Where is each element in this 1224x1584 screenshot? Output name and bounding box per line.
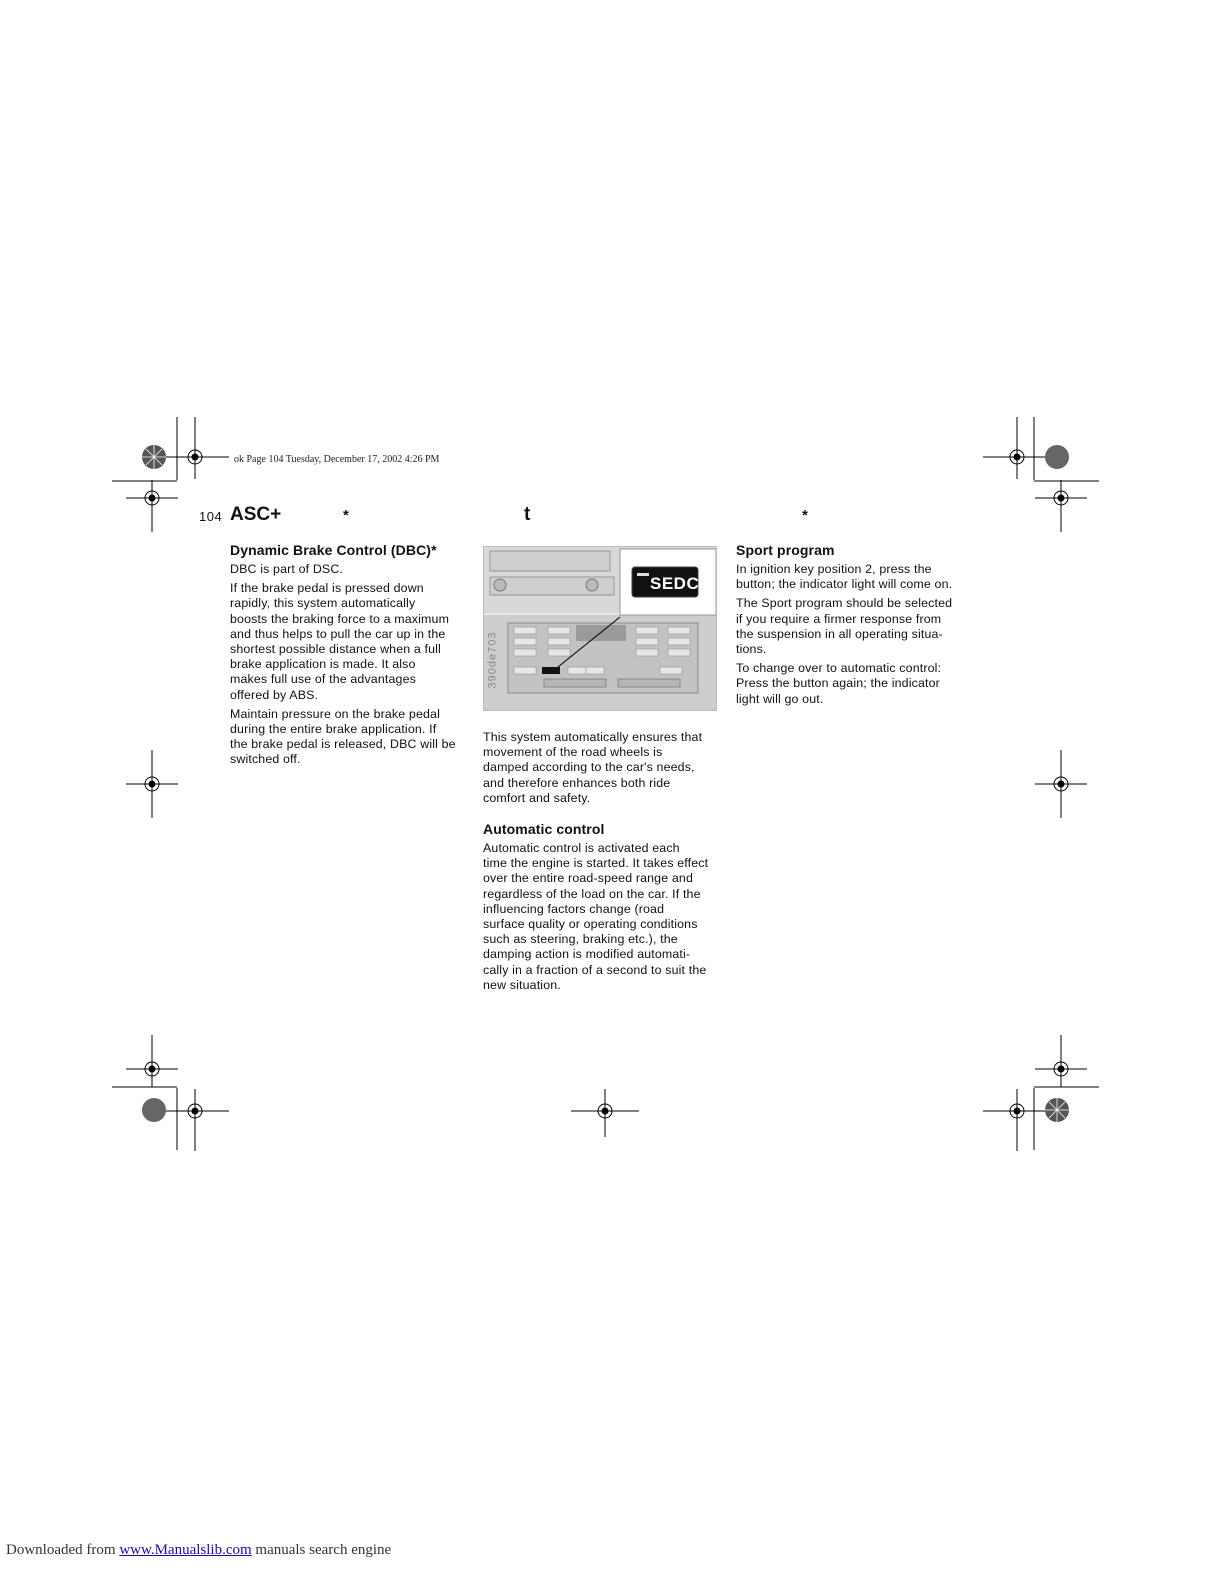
sedc-button-label: SEDC — [650, 574, 700, 593]
star-target-mark — [1045, 445, 1069, 469]
crosshair-mark — [1035, 480, 1087, 532]
page-number: 104 — [199, 509, 223, 524]
paragraph: In ignition key position 2, press the button; the indicator light will come on. — [736, 562, 953, 592]
column-sedc — [483, 730, 728, 997]
crosshair-mark — [126, 750, 178, 818]
dashboard-illustration — [484, 547, 716, 710]
print-header: ok Page 104 Tuesday, December 17, 2002 4:26 PM — [234, 454, 440, 465]
download-footer — [6, 1542, 391, 1559]
crosshair-mark — [161, 417, 229, 479]
paragraph: Maintain pressure on the brake pedal during the entire brake application. If the brake pedal is released, DBC will be switched off. — [230, 706, 456, 767]
paragraph: If the brake pedal is pressed down rapidly, this system automatically boosts the braking force to a maximum and thus helps to pull the car up in the shortest possible distance when a full brake application is made. It also makes full use of the advantages offered by ABS. — [230, 581, 450, 702]
paragraph: The Sport program should be selected if you require a firmer response from the suspension in all operating situa- tions. — [736, 596, 953, 657]
paragraph: Automatic control is activated each time the engine is started. It takes effect over the entire road-speed range and regardless of the load on the car. If the influencing factors change (road surface quality or operating conditions such as steering, braking etc.), the damping action is modified automati- cally in a fraction of a second to suit the new situation. — [483, 841, 709, 992]
crosshair-mark — [983, 1089, 1051, 1151]
star-target-mark — [142, 445, 166, 469]
crosshair-mark — [1035, 1035, 1087, 1087]
title-fragment: t — [524, 504, 531, 525]
manualslib-link[interactable]: www.Manualslib.com — [119, 1542, 252, 1558]
crosshair-mark — [571, 1089, 639, 1137]
section-heading: Dynamic Brake Control (DBC)* — [230, 542, 437, 558]
page-title: ASC+ — [230, 504, 282, 525]
crosshair-mark — [126, 1035, 178, 1087]
column-dbc — [230, 541, 475, 772]
paragraph: This system automatically ensures that movement of the road wheels is damped according to the car's needs, and therefore enhances both ride comfort and safety. — [483, 730, 703, 805]
paragraph: To change over to automatic control: Press the button again; the indicator light will go out. — [736, 661, 942, 706]
crosshair-mark — [1035, 750, 1087, 818]
footer-prefix: Downloaded from — [6, 1542, 120, 1558]
footer-suffix: manuals search engine — [251, 1542, 392, 1558]
crosshair-mark — [983, 417, 1051, 479]
star-target-mark — [142, 1098, 166, 1122]
section-heading: Automatic control — [483, 821, 605, 838]
star-target-mark — [1045, 1098, 1069, 1122]
image-code: 390de703 — [486, 631, 499, 689]
title-fragment: * — [343, 507, 349, 524]
title-fragment: * — [802, 507, 808, 524]
crosshair-mark — [126, 480, 178, 532]
section-heading: Sport program — [736, 542, 835, 558]
paragraph: DBC is part of DSC. — [230, 562, 344, 576]
column-sport — [736, 541, 981, 711]
crosshair-mark — [161, 1089, 229, 1151]
sedc-panel-figure — [483, 546, 717, 711]
